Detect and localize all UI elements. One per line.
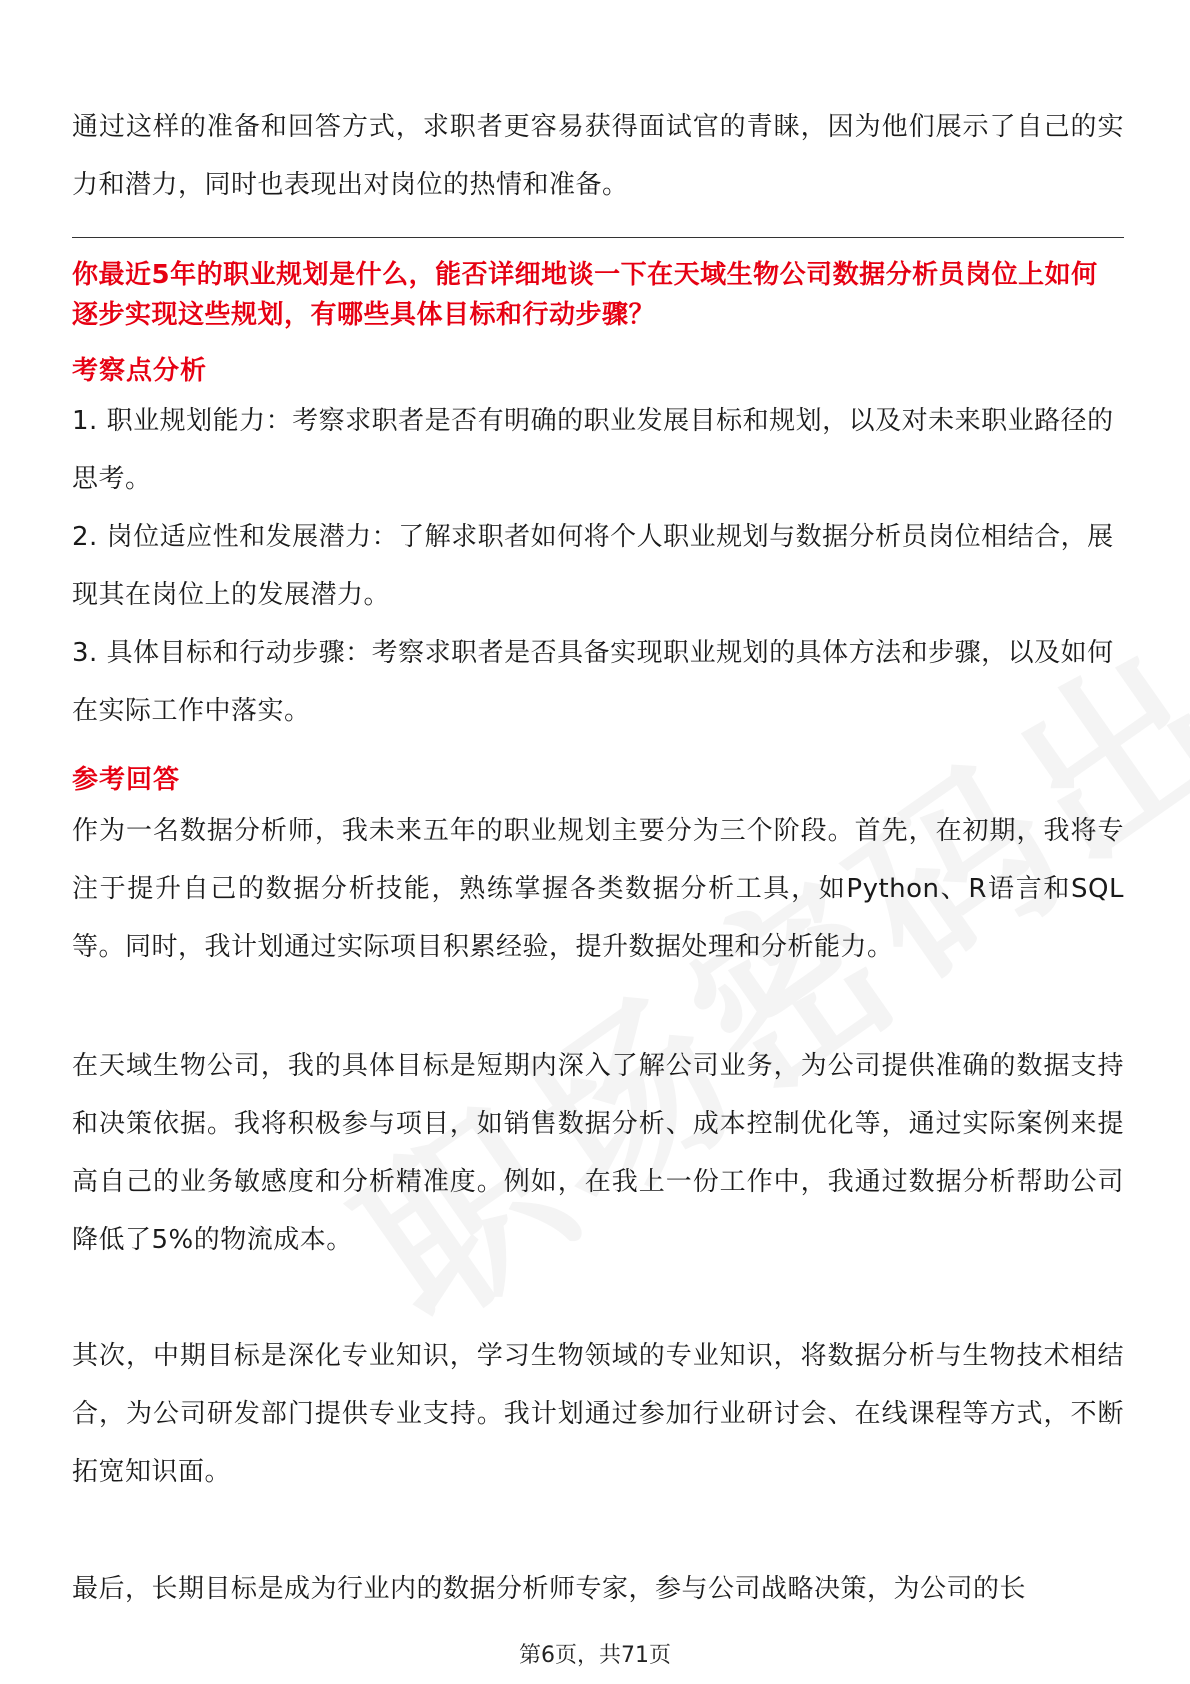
analysis-item: 3. 具体目标和行动步骤：考察求职者是否具备实现职业规划的具体方法和步骤，以及如何在实际工作中落实。 [72,638,1114,726]
intro-paragraph: 通过这样的准备和回答方式，求职者更容易获得面试官的青睐，因为他们展示了自己的实力和潜力，同时也表现出对岗位的热情和准备。 [72,112,1124,200]
section-divider [72,237,1124,238]
analysis-item: 1. 职业规划能力：考察求职者是否有明确的职业发展目标和规划，以及对未来职业路径的思考。 [72,406,1114,494]
analysis-heading: 考察点分析 [72,356,208,386]
analysis-item: 2. 岗位适应性和发展潜力：了解求职者如何将个人职业规划与数据分析员岗位相结合，展现其在岗位上的发展潜力。 [72,522,1114,610]
answer-paragraph: 其次，中期目标是深化专业知识，学习生物领域的专业知识，将数据分析与生物技术相结合，为公司研发部门提供专业支持。我计划通过参加行业研讨会、在线课程等方式，不断拓宽知识面。 [72,1341,1124,1487]
answer-paragraph: 在天域生物公司，我的具体目标是短期内深入了解公司业务，为公司提供准确的数据支持和决策依据。我将积极参与项目，如销售数据分析、成本控制优化等，通过实际案例来提高自己的业务敏感度和分析精准度。例如，在我上一份工作中，我通过数据分析帮助公司降低了5%的物流成本。 [72,1051,1124,1255]
answer-heading: 参考回答 [72,765,181,795]
answer-paragraph: 最后，长期目标是成为行业内的数据分析师专家，参与公司战略决策，为公司的长 [72,1574,1027,1604]
answer-paragraph: 作为一名数据分析师，我未来五年的职业规划主要分为三个阶段。首先，在初期，我将专注于提升自己的数据分析技能，熟练掌握各类数据分析工具，如Python、R语言和SQL等。同时，我计划通过实际项目积累经验，提升数据处理和分析能力。 [72,816,1124,962]
analysis-list [72,392,1124,740]
interview-question: 你最近5年的职业规划是什么，能否详细地谈一下在天域生物公司数据分析员岗位上如何逐步实现这些规划，有哪些具体目标和行动步骤？ [72,260,1098,330]
page-number: 第6页，共71页 [519,1643,671,1668]
